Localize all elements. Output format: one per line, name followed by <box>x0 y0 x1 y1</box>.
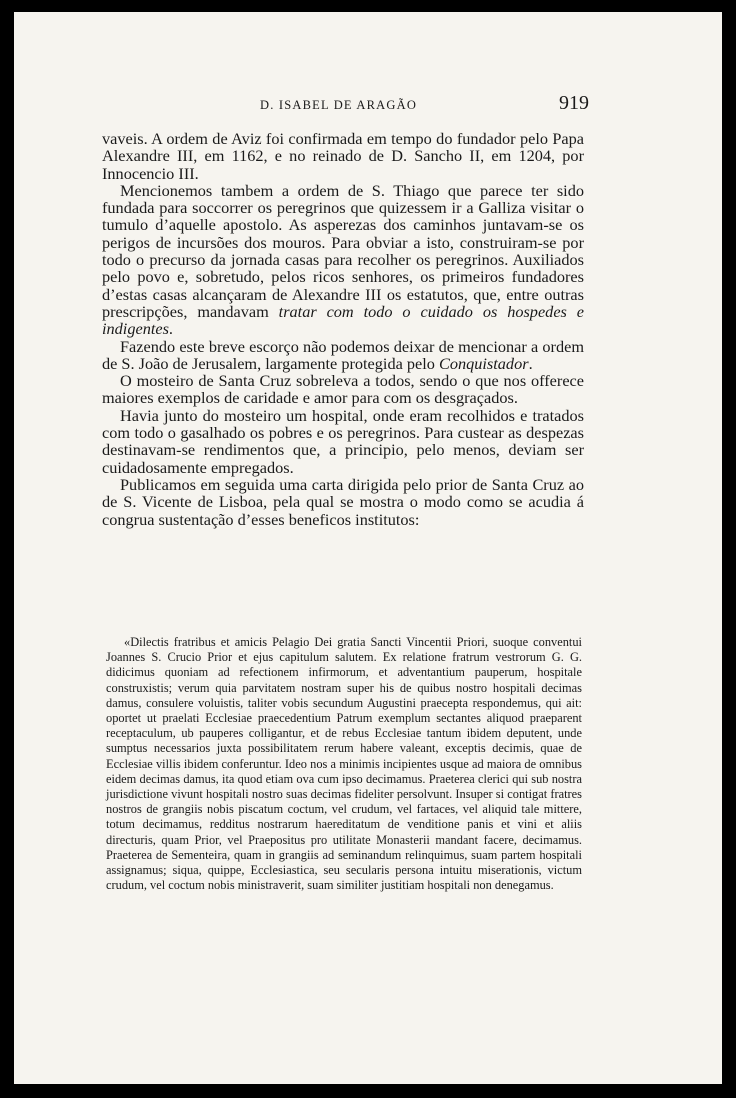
paragraph-text: Mencionemos tambem a ordem de S. Thiago que parece ter sido fundada para soccorrer os peregrinos que quizessem ir a Galliza visitar o tumulo d’aquelle apostolo. As asperezas dos caminhos juntavam-se os perigos de incursões dos mouros. Para obviar a isto, construiram-se por todo o precurso da jornada casas para recolher os peregrinos. Auxiliados pelo povo e, sobretudo, pelos ricos senhores, os primeiros fundadores d’estas casas alcançaram de Alexandre III os estatutos, que, entre outras prescripções, mandavam <box>102 180 584 321</box>
paragraph: Publicamos em seguida uma carta dirigida pelo prior de Santa Cruz ao de S. Vicente de Lisboa, pela qual se mostra o modo como se acudia á congrua sustentação d’esses beneficos institutos: <box>102 474 584 529</box>
punctuation: . <box>168 319 173 339</box>
paragraph-text: Fazendo este breve escorço não podemos deixar de mencionar a ordem de S. João de Jerusalem, largamente protegida pelo <box>102 336 584 373</box>
book-page <box>14 12 722 1084</box>
main-text <box>102 130 584 528</box>
paragraph <box>102 182 584 338</box>
italic-quote: tratar com todo o cuidado os hospedes e indigentes <box>102 301 585 339</box>
paragraph: O mosteiro de Santa Cruz sobreleva a todos, sendo o que nos offerece maiores exemplos de caridade e amor para com os desgraçados. <box>102 371 584 408</box>
italic-name: Conquistador <box>438 353 529 373</box>
paragraph: Havia junto do mosteiro um hospital, onde eram recolhidos e tratados com todo o gasalhado os pobres e os peregrinos. Para custear as despezas destinavam-se rendimentos que, a principio, pelo menos, deviam ser cuidadosamente empregados. <box>102 405 584 477</box>
page-number: 919 <box>559 92 589 114</box>
latin-letter-quote: «Dilectis fratribus et amicis Pelagio Dei gratia Sancti Vincentii Priori, suoque conventui Joannes S. Crucio Prior et ejus capitulum salutem. Ex relatione fratrum vestrorum G. G. didicimus quoniam ad refectionem infirmorum, et adventantium pauperum, hospitale construxistis; verum quia parvitatem nostram super his de quibus nostro hospitali decimas damus, consulere voluistis, taliter vobis secundum Augustini praecepta respondemus, qui ait: oportet ut praelati Ecclesiae praecedentium Patrum exemplum sectantes aliquod praeparent receptaculum, ub pauperes colligantur, et de rebus Ecclesiae tantum ibidem deputent, unde sumptus necessarios juxta possibilitatem rerum habere valeant, exceptis decimis, quae de Ecclesiae villis ibidem conferuntur. Ideo nos a minimis incipientes usque ad maiora de omnibus eidem decimas damus, ita quod etiam ova cum ipso decimamus. Praeterea clerici qui sub nostra jurisdictione vivunt hospitali nostro suas decimas fideliter persolvunt. Insuper si contigat fratres nostros de grangiis nobis piscatum coctum, vel crudum, vel fartaces, vel aliquid tale mittere, totum decimamus, redditus nostrarum haereditatum de venditione panis et vini et aliis directuris, quam Prior, vel Praepositus pro utilitate Monasterii mandant facere, decimamus. Praeterea de Sementeira, quam in grangiis ad seminandum relinquimus, suam partem hospitali assignamus; siqua, quippe, Ecclesiastica, seu secularis persona intuitu miserationis, victum crudum, vel coctum nobis ministraverit, suam similiter justitiam hospitali non denegamus. <box>106 635 582 893</box>
punctuation: . <box>528 353 533 373</box>
paragraph <box>102 338 584 373</box>
page-header <box>112 92 589 116</box>
paragraph: vaveis. A ordem de Aviz foi confirmada em tempo do fundador pelo Papa Alexandre III, em 1162, e no reinado de D. Sancho II, em 1204, por Innocencio III. <box>102 129 584 183</box>
running-title: D. ISABEL DE ARAGÃO <box>260 98 418 112</box>
